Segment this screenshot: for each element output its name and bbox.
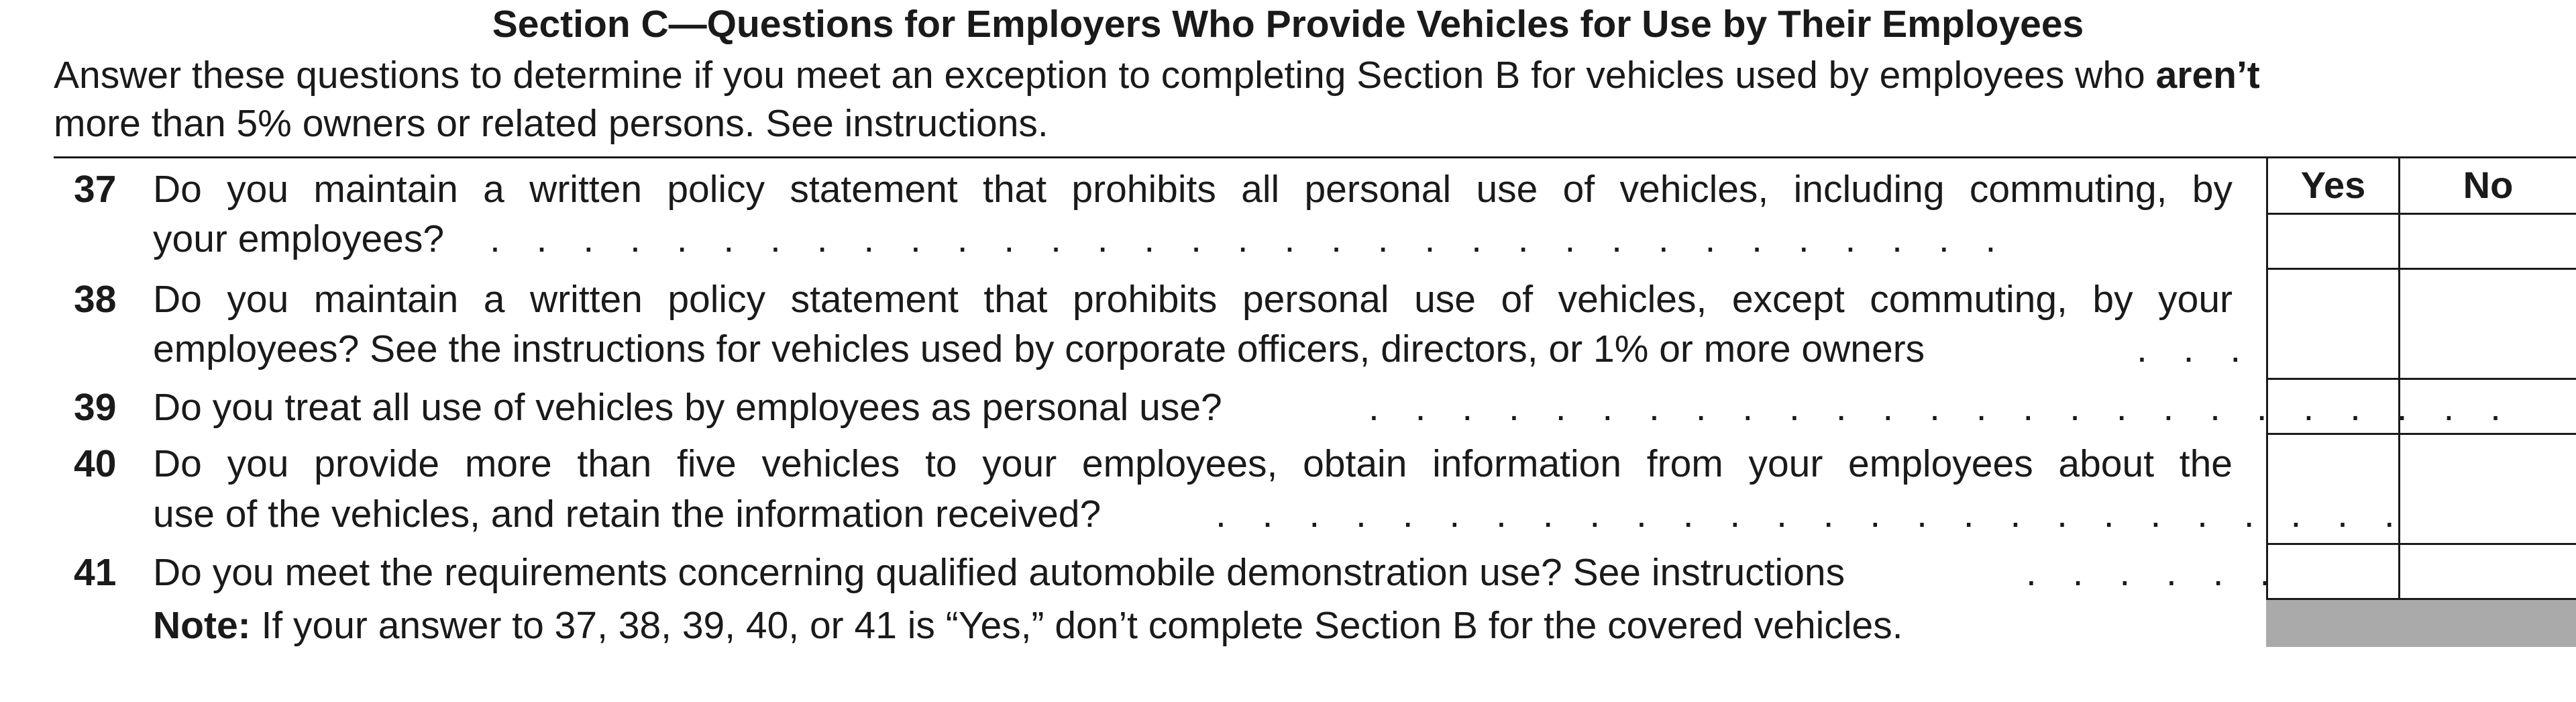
note-text: [153, 601, 1903, 650]
intro-text-line-2: more than 5% owners or related persons. See instructions.: [54, 102, 1049, 145]
question-37-number: 37: [74, 168, 117, 211]
question-38-text: Do you maintain a written policy statement that prohibits personal use of vehicles, except commuting, by your: [153, 278, 2233, 321]
question-39-leader-dots: . . . . . . . . . . . . . . . . . . . . . . . . .: [1368, 386, 2501, 429]
question-40-text-cont: use of the vehicles, and retain the information received?: [153, 493, 1102, 536]
question-39-text: Do you treat all use of vehicles by employees as personal use?: [153, 386, 1222, 429]
question-37-text: Do you maintain a written policy statement that prohibits all personal use of vehicles, including commuting, by: [153, 168, 2233, 211]
q38-yes-cell[interactable]: [2268, 270, 2398, 378]
q37-yes-cell[interactable]: [2268, 215, 2398, 268]
question-40-number: 40: [74, 442, 117, 485]
intro-text: Answer these questions to determine if you meet an exception to completing Section B for vehicles used by employees who: [54, 54, 2156, 97]
question-37-leader-dots: . . . . . . . . . . . . . . . . . . . . . . . . . . . . . . . . .: [490, 217, 1996, 260]
q41-no-cell[interactable]: [2400, 545, 2576, 598]
question-38-text-cont: employees? See the instructions for vehicles used by corporate officers, directors, or 1% or more owners: [153, 328, 1925, 370]
question-41-leader-dots: . . . . . .: [2026, 551, 2271, 594]
note-label: Note:: [153, 604, 251, 647]
question-38-number: 38: [74, 278, 117, 321]
q40-no-cell[interactable]: [2400, 435, 2576, 543]
yes-column-header: Yes: [2300, 164, 2366, 206]
no-column-header: No: [2463, 164, 2514, 206]
intro-bold-word: aren’t: [2155, 54, 2260, 97]
question-39-number: 39: [74, 386, 117, 429]
q37-no-cell[interactable]: [2400, 215, 2576, 268]
q41-yes-cell[interactable]: [2268, 545, 2398, 598]
section-title: Section C—Questions for Employers Who Provide Vehicles for Use by Their Employees: [492, 3, 2084, 46]
question-40-leader-dots: . . . . . . . . . . . . . . . . . . . . . . . . . .: [1216, 493, 2395, 536]
shaded-cell: [2266, 600, 2576, 647]
q38-no-cell[interactable]: [2400, 270, 2576, 378]
question-40-text: Do you provide more than five vehicles to your employees, obtain information from your employees about the: [153, 442, 2233, 485]
question-37-text-cont: your employees?: [153, 217, 445, 260]
question-38-leader-dots: . . .: [2137, 328, 2241, 370]
question-41-number: 41: [74, 551, 117, 594]
intro-text-line-1: [54, 51, 2260, 99]
question-41-text: Do you meet the requirements concerning qualified automobile demonstration use? See instructions: [153, 551, 1845, 594]
top-rule: [54, 156, 2576, 158]
note-body: If your answer to 37, 38, 39, 40, or 41 is “Yes,” don’t complete Section B for the covered vehicles.: [250, 604, 1903, 647]
